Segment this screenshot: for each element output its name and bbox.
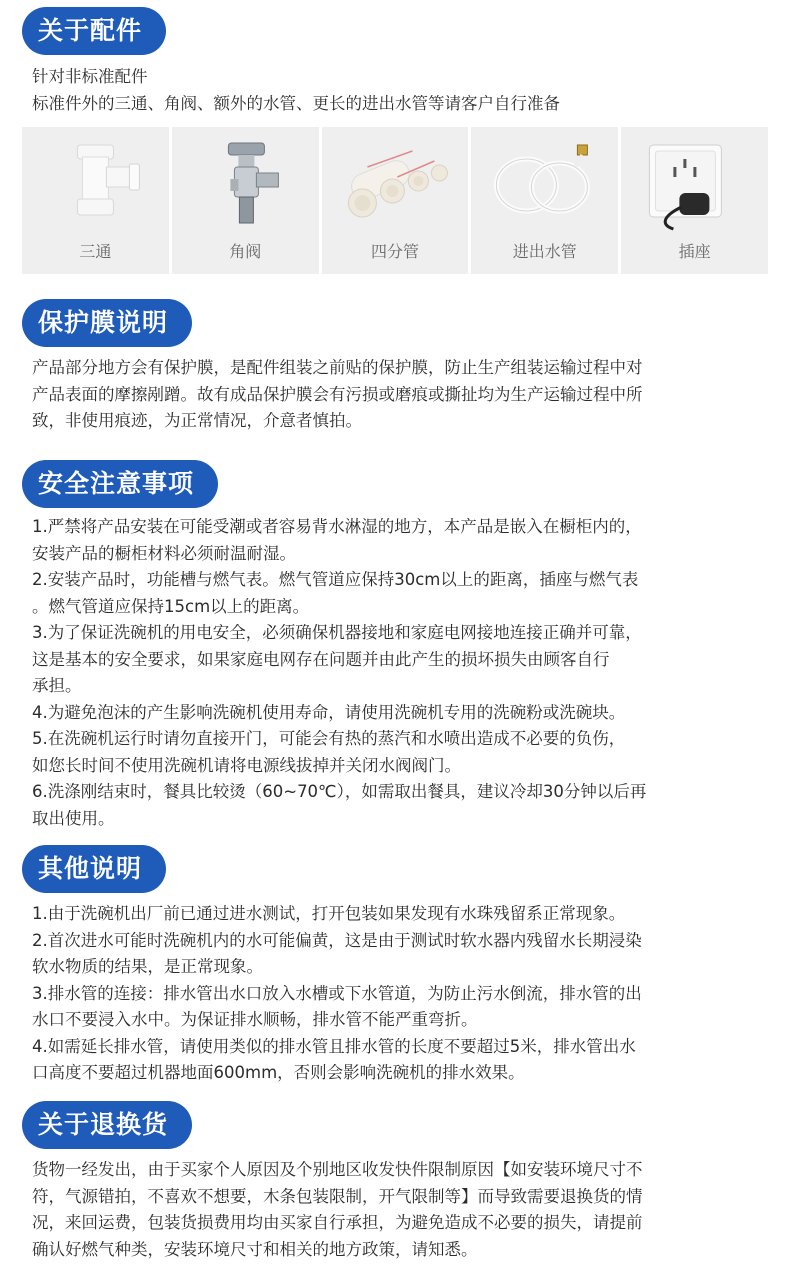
other-line: 水口不要浸入水中。为保证排水顺畅，排水管不能严重弯折。 <box>32 1010 478 1029</box>
section-title-other: 其他说明 <box>22 845 166 893</box>
section-title-parts: 关于配件 <box>22 7 166 55</box>
safety-line: 取出使用。 <box>32 808 115 828</box>
safety-line: 。燃气管道应保持15cm以上的距离。 <box>32 596 310 616</box>
pipes-icon <box>322 137 469 232</box>
tee-fitting-icon <box>22 137 169 232</box>
other-line: 4.如需延长排水管，请使用类似的排水管且排水管的长度不要超过5米，排水管出水 <box>32 1036 636 1056</box>
film-line: 产品表面的摩擦剐蹭。故有成品保护膜会有污损或磨痕或撕扯均为生产运输过程中所 <box>32 384 643 404</box>
part-label: 四分管 <box>370 242 419 261</box>
other-line: 2.首次进水可能时洗碗机内的水可能偏黄，这是由于测试时软水器内残留水长期浸染 <box>32 930 642 950</box>
safety-line: 1.严禁将产品安装在可能受潮或者容易背水淋湿的地方，本产品是嵌入在橱柜内的， <box>32 517 642 536</box>
parts-text <box>32 64 772 117</box>
part-tile-angle-valve <box>172 127 322 274</box>
safety-line: 2.安装产品时，功能槽与燃气表。燃气管道应保持30cm以上的距离，插座与燃气表 <box>32 570 639 589</box>
safety-line: 6.洗涤刚结束时，餐具比较烫（60~70℃），如需取出餐具，建议冷却30分钟以后再 <box>32 782 647 801</box>
parts-line-1: 针对非标准配件 <box>32 67 148 86</box>
section-title-returns: 关于退换货 <box>22 1101 192 1149</box>
film-line: 产品部分地方会有保护膜，是配件组装之前贴的保护膜，防止生产组装运输过程中对 <box>32 358 643 377</box>
returns-line: 符，气源错拍，不喜欢不想要，木条包装限制，开气限制等】而导致需要退换货的情 <box>32 1186 643 1206</box>
part-tile-pipes <box>322 127 472 274</box>
safety-line: 承担。 <box>32 676 82 695</box>
part-label: 角阀 <box>229 242 262 261</box>
other-line: 1.由于洗碗机出厂前已通过进水测试，打开包装如果发现有水珠残留系正常现象。 <box>32 904 626 923</box>
safety-text <box>32 514 772 832</box>
other-text <box>32 901 772 1087</box>
other-line: 口高度不要超过机器地面600mm，否则会影响洗碗机的排水效果。 <box>32 1063 525 1082</box>
returns-line: 确认好燃气种类，安装环境尺寸和相关的地方政策，请知悉。 <box>32 1239 478 1259</box>
parts-line-2: 标准件外的三通、角阀、额外的水管、更长的进出水管等请客户自行准备 <box>32 93 560 113</box>
safety-line: 4.为避免泡沫的产生影响洗碗机使用寿命，请使用洗碗机专用的洗碗粉或洗碗块。 <box>32 702 626 722</box>
angle-valve-icon <box>172 137 319 232</box>
safety-line: 安装产品的橱柜材料必须耐温耐湿。 <box>32 543 296 563</box>
hose-icon <box>471 137 618 232</box>
part-tile-hose <box>471 127 621 274</box>
section-title-film: 保护膜说明 <box>22 299 192 347</box>
other-line: 软水物质的结果，是正常现象。 <box>32 957 263 976</box>
safety-line: 5.在洗碗机运行时请勿直接开门，可能会有热的蒸汽和水喷出造成不必要的负伤， <box>32 729 626 748</box>
safety-line: 这是基本的安全要求，如果家庭电网存在问题并由此产生的损坏损失由顾客自行 <box>32 649 610 669</box>
part-label: 进出水管 <box>512 242 577 261</box>
other-line: 3.排水管的连接：排水管出水口放入水槽或下水管道，为防止污水倒流，排水管的出 <box>32 983 642 1003</box>
part-label: 插座 <box>678 242 711 261</box>
part-tile-tee <box>22 127 172 274</box>
film-text <box>32 355 772 435</box>
returns-text <box>32 1157 772 1263</box>
returns-line: 货物一经发出，由于买家个人原因及个别地区收发快件限制原因【如安装环境尺寸不 <box>32 1160 643 1179</box>
parts-image-strip <box>22 127 768 274</box>
socket-icon <box>621 137 768 232</box>
safety-line: 如您长时间不使用洗碗机请将电源线拔掉并关闭水阀阀门。 <box>32 755 461 775</box>
part-label: 三通 <box>79 242 112 261</box>
safety-line: 3.为了保证洗碗机的用电安全，必须确保机器接地和家庭电网接地连接正确并可靠， <box>32 623 642 642</box>
film-line: 致，非使用痕迹，为正常情况，介意者慎拍。 <box>32 411 362 430</box>
section-title-safety: 安全注意事项 <box>22 460 218 508</box>
part-tile-socket <box>621 127 768 274</box>
returns-line: 况，来回运费，包装货损费用均由买家自行承担，为避免造成不必要的损失，请提前 <box>32 1213 643 1232</box>
